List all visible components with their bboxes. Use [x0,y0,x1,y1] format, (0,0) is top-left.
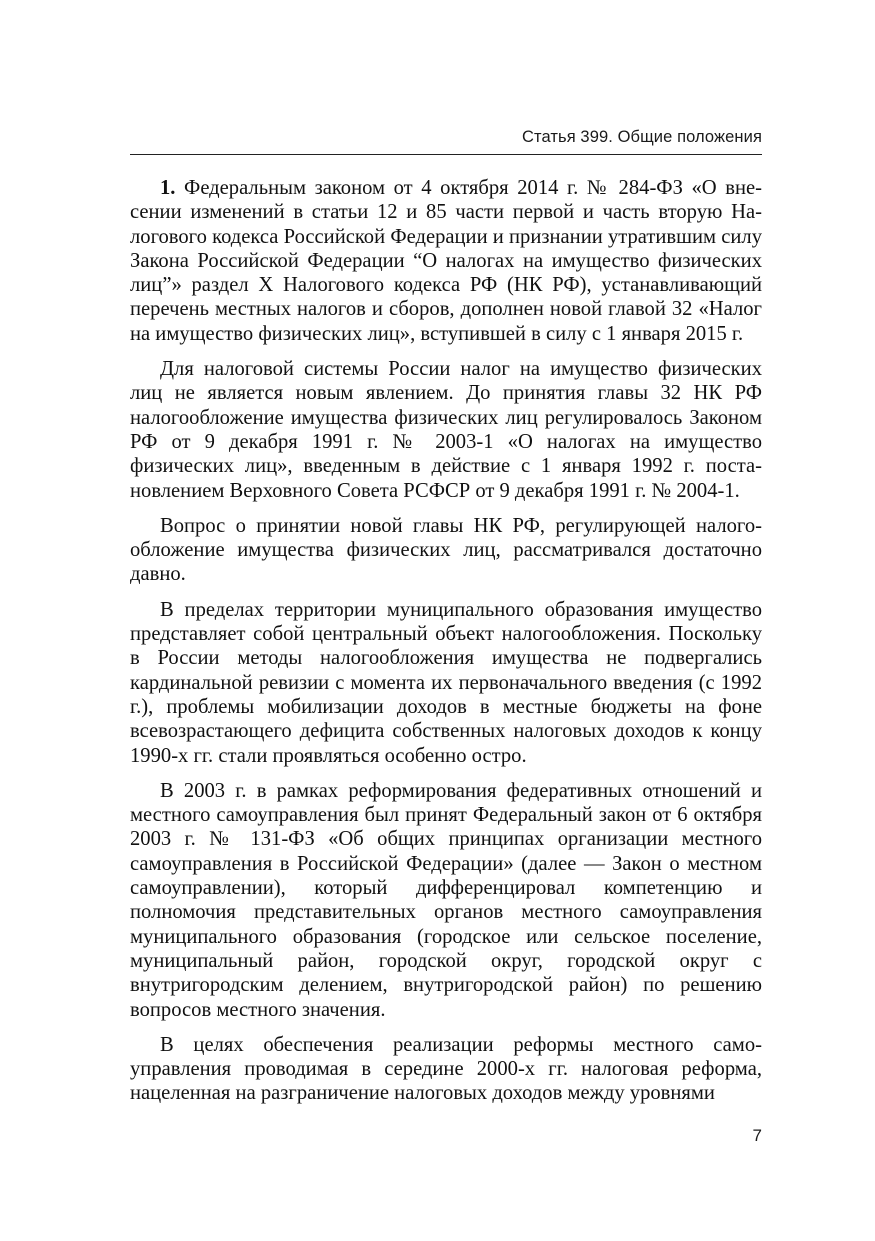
paragraph-6-text: В целях обеспечения реализации реформы местного самоуправления проводимая в середине 2000-х гг. налоговая реформа, нацеленная на разграничение налоговых доходов между уровнями [130,1033,762,1105]
running-head [130,126,762,155]
paragraph-1 [130,176,762,346]
paragraph-5 [130,779,762,1022]
paragraph-2-text: Для налоговой системы России налог на имущество физических лиц не является новым явлением. До принятия главы 32 НК РФ налогообложение имущества физических лиц регулировалось Законом РФ от 9 декабря 1991 г. № 2003-1 «О налогах на имущество физических лиц», введенным в действие с 1 января 1992 г. постановлением Верховного Совета РСФСР от 9 декабря 1991 г. № 2004-1. [130,358,762,502]
paragraph-3-text: Вопрос о принятии новой главы НК РФ, регулирующей налогообложение имущества физических лиц, рассматривался достаточно давно. [130,514,762,586]
body-text [130,176,762,1117]
paragraph-6 [130,1033,762,1106]
paragraph-1-text: Федеральным законом от 4 октября 2014 г. № 284-ФЗ «О внесении изменений в статьи 12 и 85 части первой и часть вторую Налогового кодекса Российской Федерации и признании утратившим силу Закона Российской Федерации “О налогах на имущество физических лиц”» раздел X Налогового кодекса РФ (НК РФ), устанавливающий перечень местных налогов и сборов, дополнен новой главой 32 «Налог на имущество физических лиц», вступившей в силу с 1 января 2015 г. [130,177,762,345]
paragraph-4-text: В пределах территории муниципального образования имущество представляет собой центральный объект налогообложения. Поскольку в России методы налогообложения имущества не подвергались кардинальной ревизии с момента их первоначального введения (с 1992 г.), проблемы мобилизации доходов в местные бюджеты на фоне всевозрастающего дефицита собственных налоговых доходов к концу 1990-х гг. стали проявляться особенно остро. [130,598,762,767]
running-head-title: Статья 399. Общие положения [521,128,762,146]
paragraph-4 [130,598,762,768]
paragraph-5-text: В 2003 г. в рамках реформирования федеративных отношений и местного самоуправления был принят Федеральный закон от 6 октября 2003 г. № 131-ФЗ «Об общих принципах организации местного самоуправления в Российской Федерации» (далее — Закон о местном самоуправлении), который дифференцировал компетенцию и полномочия представительных органов местного самоуправления муниципального образования (городское или сельское поселение, муниципальный район, городской округ, городской округ с внутригородским делением, внутригородской район) по решению вопросов местного значения. [130,779,762,1021]
paragraph-2 [130,357,762,503]
paragraph-3 [130,514,762,587]
page-number: 7 [752,1126,762,1145]
paragraph-1-number: 1. [160,177,176,199]
